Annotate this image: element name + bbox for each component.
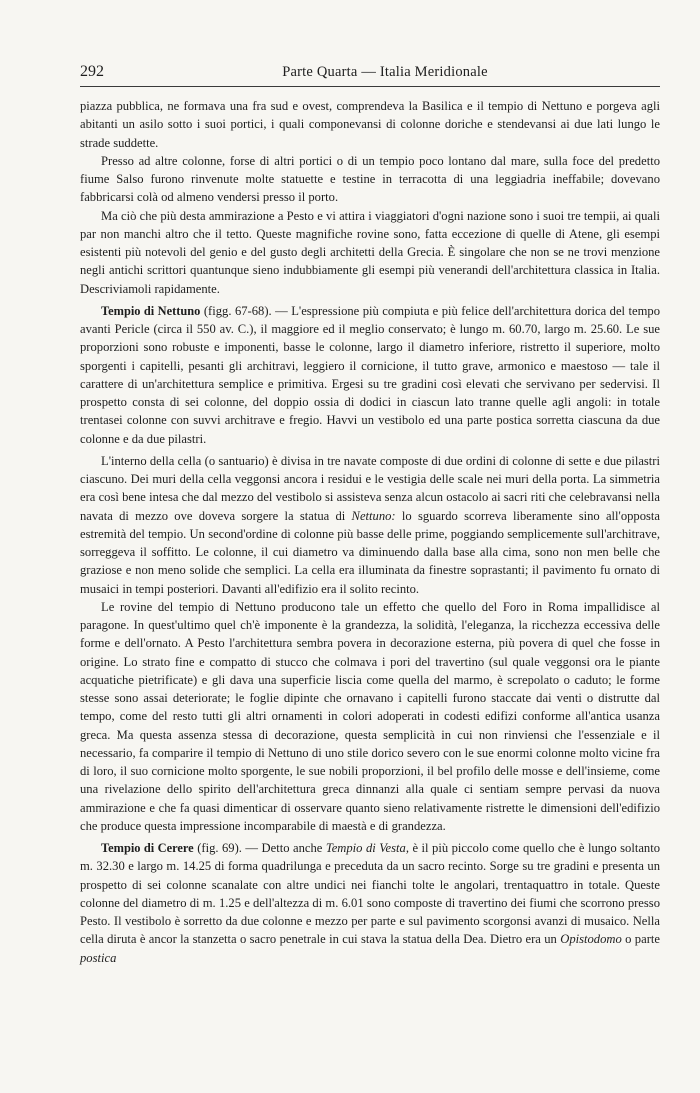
paragraph: piazza pubblica, ne formava una fra sud e ovest, comprendeva la Basilica e il tempio di Nettuno e porgeva agli abitanti un asilo sotto i suoi portici, i quali componevansi di colonne doriche e stendevansi ai due lati lungo le strade suddette.	[80, 99, 660, 150]
paragraph: Ma ciò che più desta ammirazione a Pesto e vi attira i viaggiatori d'ogni nazione sono i suoi tre tempii, ai quali par non manchi altro che il tetto. Queste magnifiche rovine sono, fatta eccezione di quelle di Atene, gli esempi esistenti più notevoli del genio e del gusto degli architetti della Grecia. È singolare che non se ne trovi menzione negli antichi scrittori quantunque sieno indubbiamente gli esempi più venerandi dell'architettura classica in Italia. Descriviamoli rapidamente.	[80, 208, 660, 296]
page-number: 292	[80, 63, 104, 80]
paragraph: L'interno della cella (o santuario) è divisa in tre navate composte di due ordini di colonne di sette e due pilastri ciascuno. Dei muri della cella veggonsi ancora i residui e le vestigia delle scale nei muri della porta. La simmetria era così bene intesa che dal mezzo del vestibolo si assisteva senza alcun ostacolo ai sacri riti che celebravansi nella navata di mezzo ove doveva sorgere la statua di Nettuno: lo sguardo scorreva liberamente sino all'opposta estremità del tempio. Un second'ordine di colonne più basse delle prime, poggiando semplicemente sull'architrave, sorreggeva il soffitto. Le colonne, il cui diametro va diminuendo dalla base alla cima, sono non men belle che graziose e non meno solide che semplici. La cella era illuminata da finestre soprastanti; il pavimento fu ornato di musaici in tempi posteriori. Davanti all'edifizio era il solito recinto.	[80, 453, 660, 596]
paragraph: Presso ad altre colonne, forse di altri portici o di un tempio poco lontano dal mare, sulla foce del predetto fiume Salso furono rinvenute molte statuette e testine in terracotta di una leggiadria ineffabile; dovevano fabbricarsi colà od almeno vendersi presso il porto.	[80, 153, 660, 205]
running-head: Parte Quarta — Italia Meridionale	[282, 64, 488, 80]
body-text	[80, 97, 660, 967]
page-header	[80, 62, 660, 87]
section-heading: Tempio di Cerere	[101, 841, 194, 855]
section-tempio-di-cerere: Tempio di Cerere (fig. 69). — Detto anche Tempio di Vesta, è il più piccolo come quello che è lungo soltanto m. 32.30 e largo m. 14.25 di forma quadrilunga e preceduta da un sacro recinto. Sorge su tre gradini e presenta un prospetto di sei colonne scanalate con altre undici nei fianchi tolte le angolari, trentaquattro in totale. Queste colonne del diametro di m. 1.25 e dell'altezza di m. 6.01 sono composte di travertino dei fiumi che scorrono presso Pesto. Il vestibolo è sorretto da due colonne e mezzo per parte e sul pavimento scorgonsi avanzi di musaico. Nella cella diruta è ancor la stanzetta o sacro penetrale in cui stava la statua della Dea. Dietro era un Opistodomo o parte postica	[80, 841, 661, 965]
section-heading: Tempio di Nettuno	[101, 303, 201, 318]
section-tempio-di-nettuno: Tempio di Nettuno (figg. 67-68). — L'espressione più compiuta e più felice dell'architettura dorica del tempo avanti Pericle (circa il 550 av. C.), il maggiore ed il meglio conservato; è lungo m. 60.70, largo m. 25.60. Le sue proporzioni sono robuste e imponenti, basse le colonne, largo il diametro inferiore, ristretto il superiore, molto sporgenti i capitelli, pesanti gli architravi, leggiero il cornicione, il tutto grave, armonico e maestoso — tale il carattere di un'architettura semplice e primitiva. Ergesi su tre gradini così elevati che servivano per sedervisi. Il prospetto consta di sei colonne, del doppio ossia di dodici in ciascun lato tranne quelle agli angoli: in totale trentasei colonne con suvvi architrave e fregio. Havvi un vestibolo ed una parte postica sorretta ciascuna da due colonne e da due pilastri.	[80, 303, 660, 446]
paragraph: Le rovine del tempio di Nettuno producono tale un effetto che quello del Foro in Roma impallidisce al paragone. In quest'ultimo quel ch'è imponente è la grandezza, la solidità, l'eleganza, la ricchezza eccessiva delle forme e dell'ornato. A Pesto l'architettura sembra povera in decorazione esterna, più povera di quel che fosse in origine. Lo strato fine e compatto di stucco che colmava i pori del travertino (sul quale veggonsi ora le piante acquatiche pietrificate) e gli dava una superficie liscia come quella del marmo, è screpolato o caduto; le forme stesse sono assai deteriorate; le foglie dipinte che ornavano i capitelli furono staccate dai venti o distrutte dal tempo, come del resto tutti gli altri ornamenti in colori adoperati in codesti edifizi conforme all'antica usanza greca. Ma questa assenza stessa di decorazione, questa semplicità in cui non rinviensi che l'essenziale e il necessario, fa comparire il tempio di Nettuno di uno stile dorico severo con le sue enormi colonne molto vicine fra di loro, il suo cornicione molto sporgente, le sue nobili proporzioni, il bel profilo delle mosse e dell'insieme, come una rivelazione dello spirito dell'architettura greca dinnanzi alla quale ci sentiam sempre pervasi da nuova ammirazione e che fa quasi dimenticar di osservare quanto sieno relativamente ristrette le dimensioni dell'edifizio che produce questa impressione incomparabile di maestà e di grandezza.	[80, 599, 660, 833]
